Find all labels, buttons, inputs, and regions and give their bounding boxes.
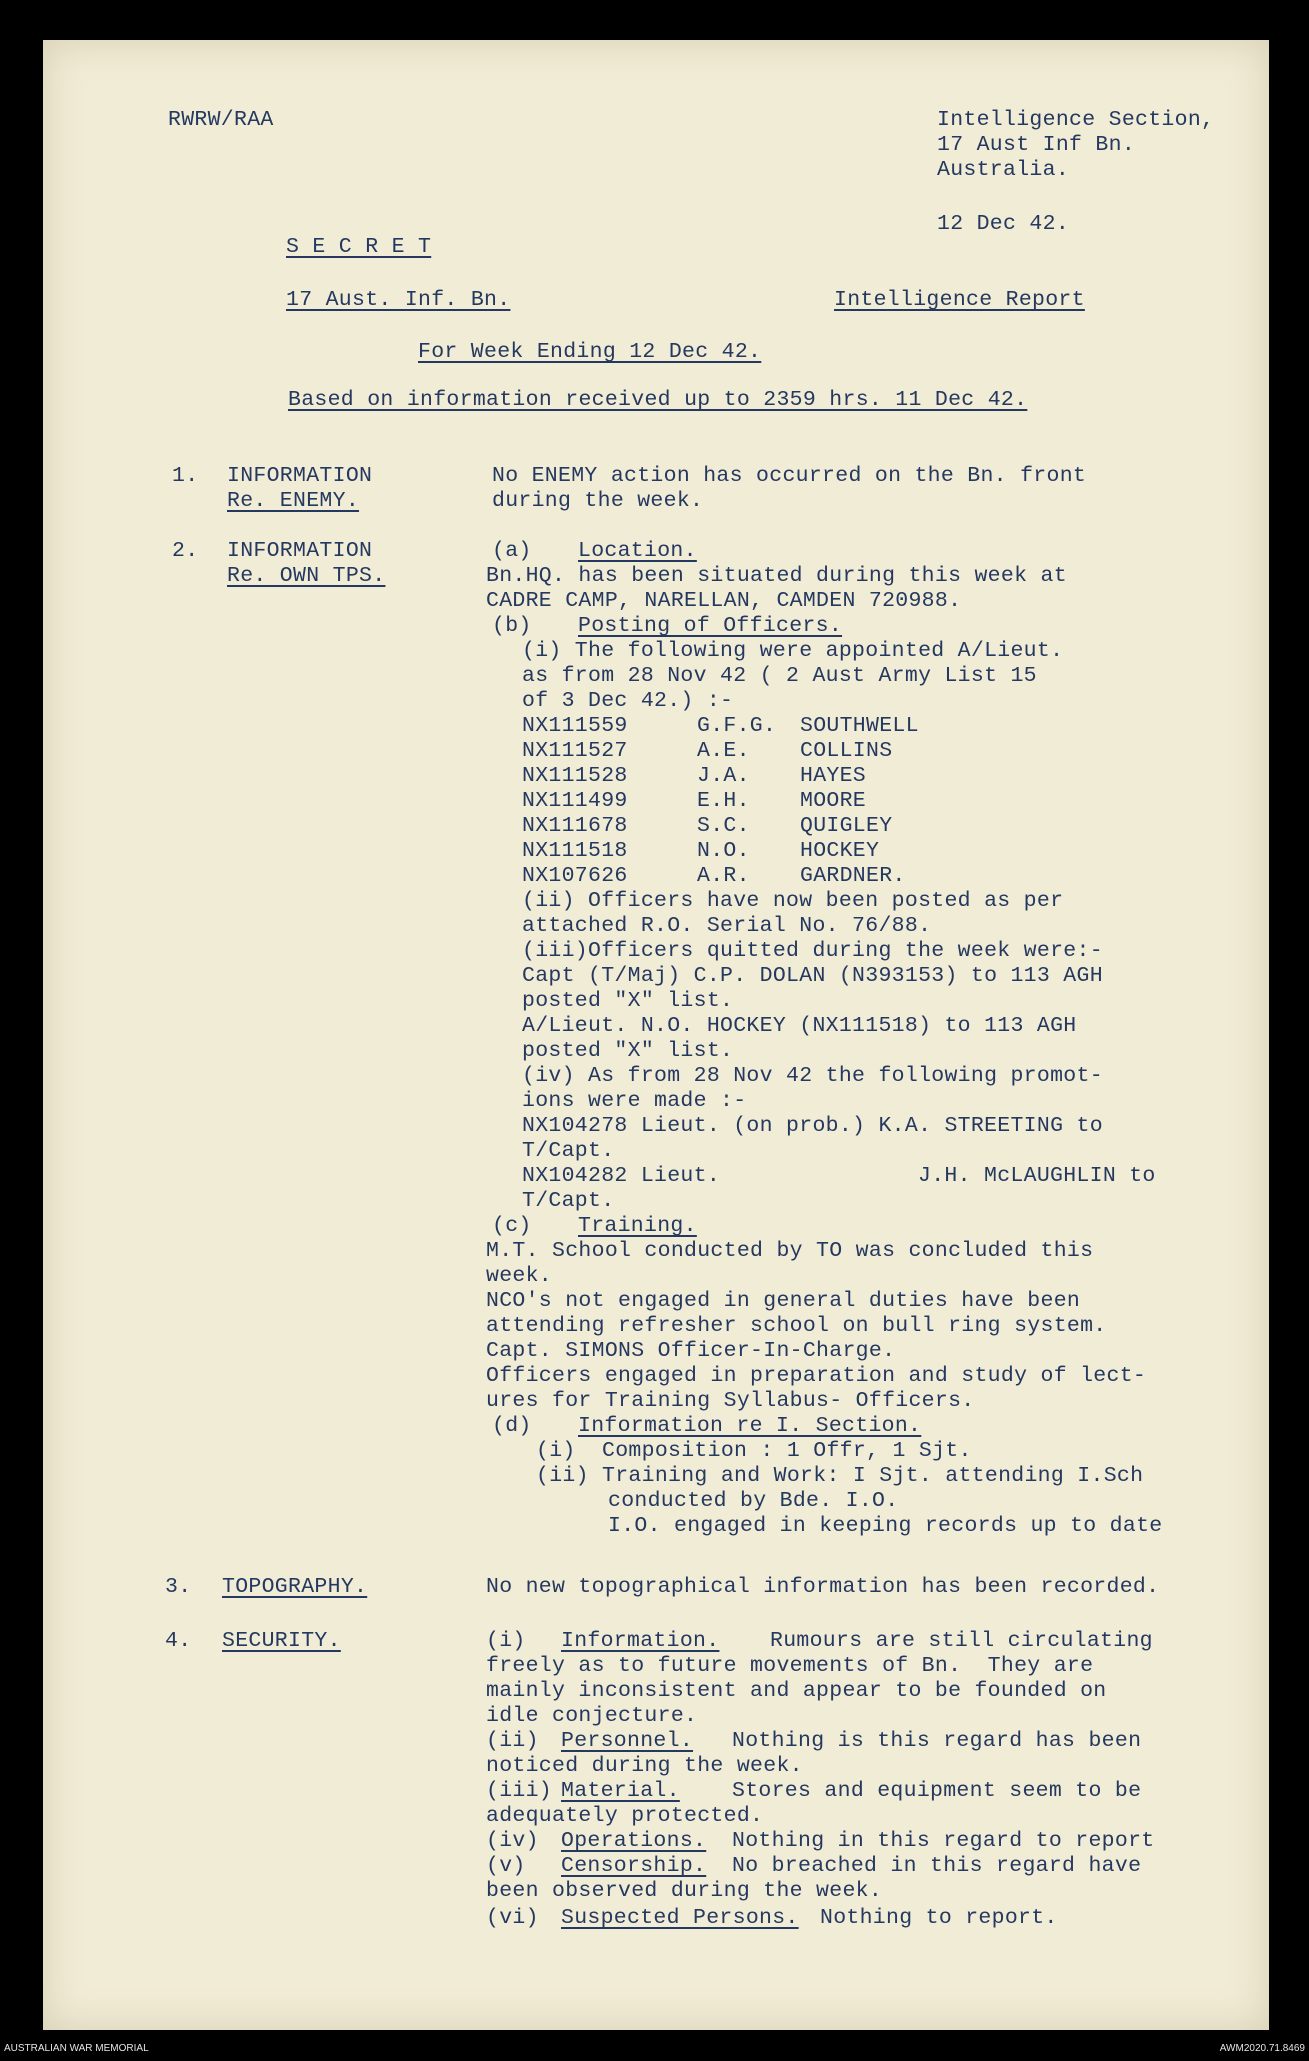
address-line-3: Australia. <box>937 158 1070 182</box>
security-title: Personnel. <box>561 1729 694 1753</box>
training-text: attending refresher school on bull ring system. <box>486 1314 1107 1338</box>
unit-name: 17 Aust. Inf. Bn. <box>286 288 511 312</box>
security-title: Suspected Persons. <box>561 1906 799 1930</box>
training-text: NCO's not engaged in general duties have been <box>486 1289 1081 1313</box>
security-text: mainly inconsistent and appear to be founded on <box>486 1679 1107 1703</box>
location-text: CADRE CAMP, NARELLAN, CAMDEN 720988. <box>486 589 962 613</box>
officer-number: NX111499 <box>522 789 628 813</box>
security-label: (v) <box>486 1854 526 1878</box>
security-title: Censorship. <box>561 1854 707 1878</box>
section-1-subheading: Re. ENEMY. <box>227 489 360 513</box>
section-4-heading: SECURITY. <box>222 1629 341 1653</box>
posting-text: A/Lieut. N.O. HOCKEY (NX111518) to 113 AGH <box>522 1014 1077 1038</box>
section-1-heading: INFORMATION <box>227 464 373 488</box>
i-section-text: (i) Composition : 1 Offr, 1 Sjt. <box>536 1439 972 1463</box>
training-text: Capt. SIMONS Officer-In-Charge. <box>486 1339 896 1363</box>
section-2-heading: INFORMATION <box>227 539 373 563</box>
posting-text: of 3 Dec 42.) :- <box>522 689 734 713</box>
promotion-text: (iv) As from 28 Nov 42 the following promot- <box>522 1064 1103 1088</box>
officer-number: NX111559 <box>522 714 628 738</box>
posting-text: posted "X" list. <box>522 1039 734 1063</box>
footer-accession: AWM2020.71.8469 <box>1219 2043 1305 2054</box>
subsection-a-title: Location. <box>578 539 697 563</box>
section-1-number: 1. <box>172 464 199 488</box>
security-label: (vi) <box>486 1906 539 1930</box>
subsection-b-title: Posting of Officers. <box>578 614 843 638</box>
officer-name: GARDNER. <box>800 864 906 888</box>
posting-text: Capt (T/Maj) C.P. DOLAN (N393153) to 113 AGH <box>522 964 1103 988</box>
officer-initials: J.A. <box>697 764 750 788</box>
officer-number: NX111518 <box>522 839 628 863</box>
security-title: Material. <box>561 1779 680 1803</box>
security-label: (iv) <box>486 1829 539 1853</box>
report-title: Intelligence Report <box>834 288 1085 312</box>
officer-initials: S.C. <box>697 814 750 838</box>
security-text: been observed during the week. <box>486 1879 883 1903</box>
address-line-2: 17 Aust Inf Bn. <box>937 133 1136 157</box>
i-section-text: conducted by Bde. I.O. <box>608 1489 899 1513</box>
based-on: Based on information received up to 2359 hrs. 11 Dec 42. <box>288 388 1028 412</box>
security-label: (ii) <box>486 1729 539 1753</box>
posting-text: (iii)Officers quitted during the week were:- <box>522 939 1103 963</box>
officer-name: QUIGLEY <box>800 814 893 838</box>
security-text: noticed during the week. <box>486 1754 803 1778</box>
promotion-text: T/Capt. <box>522 1189 615 1213</box>
subsection-c-label: (c) <box>492 1214 532 1238</box>
training-text: ures for Training Syllabus- Officers. <box>486 1389 975 1413</box>
classification: S E C R E T <box>286 235 432 259</box>
posting-text: posted "X" list. <box>522 989 734 1013</box>
promotion-text: ions were made :- <box>522 1089 747 1113</box>
security-text: No breached in this regard have <box>732 1854 1142 1878</box>
officer-name: COLLINS <box>800 739 893 763</box>
promotion-text: J.H. McLAUGHLIN to <box>918 1164 1156 1188</box>
officer-name: MOORE <box>800 789 867 813</box>
report-date: 12 Dec 42. <box>937 212 1070 236</box>
security-text: Nothing is this regard has been <box>732 1729 1142 1753</box>
posting-text: attached R.O. Serial No. 76/88. <box>522 914 932 938</box>
security-text: Nothing in this regard to report <box>732 1829 1155 1853</box>
officer-name: HAYES <box>800 764 867 788</box>
section-3-text: No new topographical information has been recorded. <box>486 1575 1160 1599</box>
week-ending: For Week Ending 12 Dec 42. <box>418 340 762 364</box>
location-text: Bn.HQ. has been situated during this week at <box>486 564 1067 588</box>
subsection-c-title: Training. <box>578 1214 697 1238</box>
posting-text: (i) The following were appointed A/Lieut. <box>522 639 1064 663</box>
officer-name: SOUTHWELL <box>800 714 919 738</box>
section-3-heading: TOPOGRAPHY. <box>222 1575 368 1599</box>
officer-number: NX111528 <box>522 764 628 788</box>
officer-initials: E.H. <box>697 789 750 813</box>
security-text: Rumours are still circulating <box>770 1629 1153 1653</box>
security-label: (i) <box>486 1629 526 1653</box>
officer-name: HOCKEY <box>800 839 880 863</box>
security-text: idle conjecture. <box>486 1704 698 1728</box>
section-4-number: 4. <box>165 1629 192 1653</box>
security-text: Stores and equipment seem to be <box>732 1779 1142 1803</box>
i-section-text: I.O. engaged in keeping records up to date <box>608 1514 1163 1538</box>
reference-code: RWRW/RAA <box>168 108 274 132</box>
security-text: freely as to future movements of Bn. They are <box>486 1654 1094 1678</box>
posting-text: (ii) Officers have now been posted as per <box>522 889 1064 913</box>
officer-initials: A.R. <box>697 864 750 888</box>
security-text: adequately protected. <box>486 1804 764 1828</box>
section-2-number: 2. <box>172 539 199 563</box>
training-text: week. <box>486 1264 553 1288</box>
section-1-text: during the week. <box>492 489 704 513</box>
promotion-text: NX104282 Lieut. <box>522 1164 721 1188</box>
security-title: Information. <box>561 1629 720 1653</box>
posting-text: as from 28 Nov 42 ( 2 Aust Army List 15 <box>522 664 1037 688</box>
officer-initials: N.O. <box>697 839 750 863</box>
address-line-1: Intelligence Section, <box>937 108 1215 132</box>
subsection-b-label: (b) <box>492 614 532 638</box>
i-section-text: (ii) Training and Work: I Sjt. attending I.Sch <box>536 1464 1144 1488</box>
promotion-text: NX104278 Lieut. (on prob.) K.A. STREETING to <box>522 1114 1103 1138</box>
section-1-text: No ENEMY action has occurred on the Bn. front <box>492 464 1087 488</box>
section-2-subheading: Re. OWN TPS. <box>227 564 386 588</box>
subsection-d-label: (d) <box>492 1414 532 1438</box>
subsection-d-title: Information re I. Section. <box>578 1414 922 1438</box>
officer-initials: A.E. <box>697 739 750 763</box>
officer-initials: G.F.G. <box>697 714 777 738</box>
officer-number: NX111678 <box>522 814 628 838</box>
security-text: Nothing to report. <box>820 1906 1058 1930</box>
officer-number: NX107626 <box>522 864 628 888</box>
training-text: Officers engaged in preparation and study of lect- <box>486 1364 1147 1388</box>
footer-credit: AUSTRALIAN WAR MEMORIAL <box>4 2043 149 2054</box>
section-3-number: 3. <box>165 1575 192 1599</box>
security-label: (iii) <box>486 1779 553 1803</box>
security-title: Operations. <box>561 1829 707 1853</box>
officer-number: NX111527 <box>522 739 628 763</box>
promotion-text: T/Capt. <box>522 1139 615 1163</box>
subsection-a-label: (a) <box>492 539 532 563</box>
training-text: M.T. School conducted by TO was concluded this <box>486 1239 1094 1263</box>
